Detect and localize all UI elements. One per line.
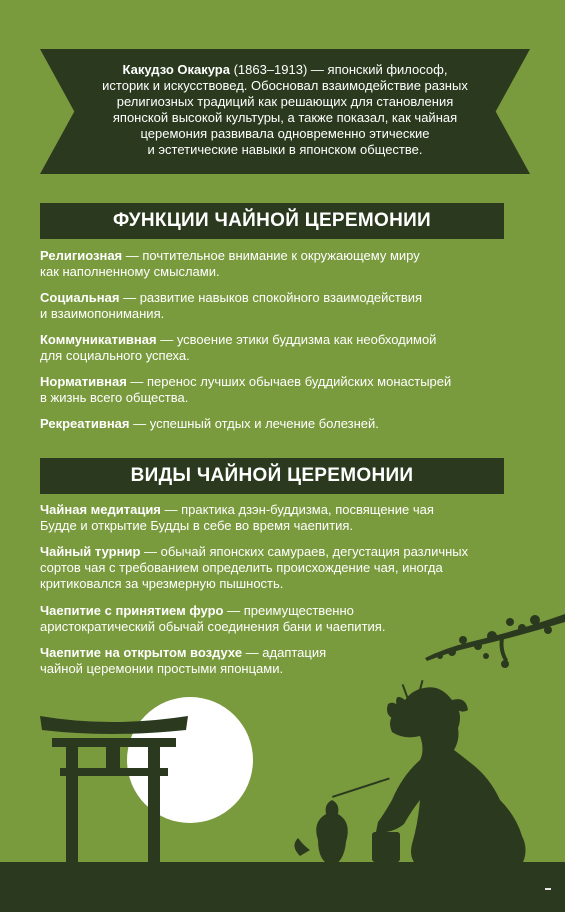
function-item xyxy=(40,416,510,432)
function-term: Коммуникативная xyxy=(40,332,157,347)
function-desc-cont: для социального успеха. xyxy=(40,348,190,363)
function-desc: — усвоение этики буддизма как необходимой xyxy=(156,332,437,347)
intro-line-5: церемония развивала одновременно этические xyxy=(140,126,430,141)
function-term: Религиозная xyxy=(40,248,123,263)
function-item xyxy=(40,332,510,364)
intro-line-4: японской высокой культуры, а также показал, как чайная xyxy=(112,110,458,125)
type-term: Чайный турнир xyxy=(40,544,141,559)
function-term: Нормативная xyxy=(40,374,127,389)
function-item xyxy=(40,374,510,406)
function-item xyxy=(40,248,510,280)
branch-icon xyxy=(425,614,565,668)
geisha-silhouette-icon xyxy=(294,680,525,868)
intro-text xyxy=(80,62,490,158)
functions-heading: ФУНКЦИИ ЧАЙНОЙ ЦЕРЕМОНИИ xyxy=(40,203,504,239)
function-desc: — почтительное внимание к окружающему миру xyxy=(122,248,420,263)
intro-line-3: религиозных традиций как решающих для становления xyxy=(116,94,454,109)
type-desc: — обычай японских самураев, дегустация различных xyxy=(140,544,469,559)
types-heading: ВИДЫ ЧАЙНОЙ ЦЕРЕМОНИИ xyxy=(40,458,504,494)
function-desc: — развитие навыков спокойного взаимодействия xyxy=(119,290,423,305)
tea-ceremony-illustration xyxy=(0,600,565,912)
intro-name: Какудзо Окакура xyxy=(122,62,230,77)
intro-line-6: и эстетические навыки в японском обществе. xyxy=(147,142,423,157)
function-term: Рекреативная xyxy=(40,416,130,431)
intro-line-1: (1863–1913) — японский философ, xyxy=(229,62,448,77)
page-marker xyxy=(545,888,551,890)
type-desc: — преимущественно xyxy=(223,603,354,618)
function-desc-cont: и взаимопонимания. xyxy=(40,306,165,321)
function-desc: — перенос лучших обычаев буддийских монастырей xyxy=(126,374,452,389)
type-item xyxy=(40,502,510,534)
intro-line-2: историк и искусствовед. Обосновал взаимодействие разных xyxy=(102,78,468,93)
type-desc-cont: критиковался за чрезмерную пышность. xyxy=(40,576,284,591)
type-desc: — адаптация xyxy=(242,645,327,660)
moon-icon xyxy=(127,697,253,823)
function-desc-cont: в жизнь всего общества. xyxy=(40,390,189,405)
type-item xyxy=(40,544,510,592)
type-desc-cont: сортов чая с требованием определить происхождение чая, иногда xyxy=(40,560,443,575)
type-desc-cont: аристократический обычай соединения бани и чаепития. xyxy=(40,619,386,634)
type-term: Чаепитие на открытом воздухе xyxy=(40,645,243,660)
function-desc: — успешный отдых и лечение болезней. xyxy=(129,416,379,431)
type-desc-cont: чайной церемонии простыми японцами. xyxy=(40,661,284,676)
function-term: Социальная xyxy=(40,290,120,305)
type-term: Чаепитие с принятием фуро xyxy=(40,603,224,618)
function-desc-cont: как наполненному смыслами. xyxy=(40,264,220,279)
type-desc-cont: Будде и открытие Будды в себе во время чаепития. xyxy=(40,518,354,533)
ground xyxy=(0,862,565,912)
function-item xyxy=(40,290,510,322)
type-term: Чайная медитация xyxy=(40,502,161,517)
type-desc: — практика дзэн-буддизма, посвящение чая xyxy=(160,502,434,517)
